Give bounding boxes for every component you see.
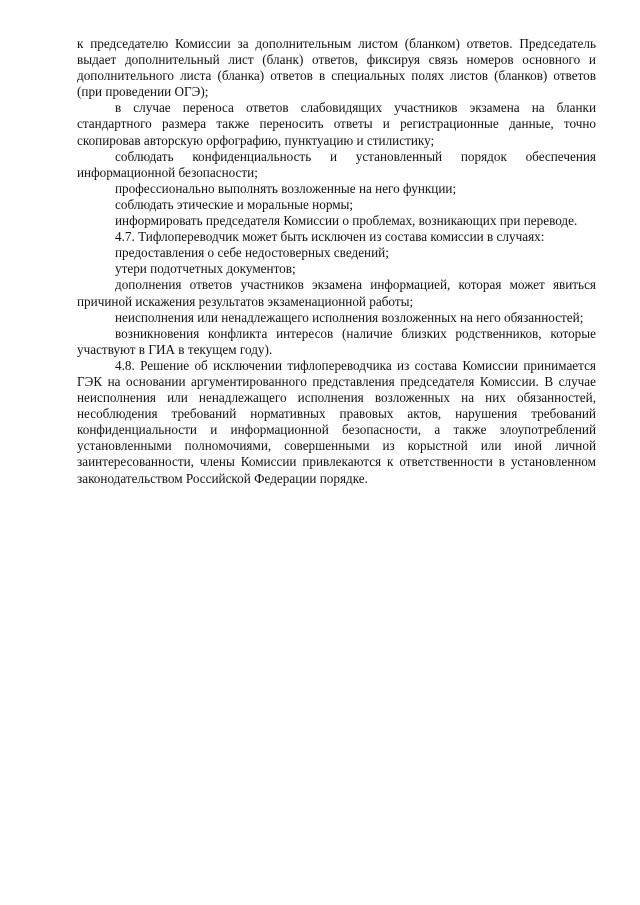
section-4-7-heading: 4.7. Тифлопереводчик может быть исключен из состава комиссии в случаях: <box>115 229 545 245</box>
list-item-answer-additions: дополнения ответов участников экзамена информацией, которая может явиться причиной искажения результатов экзаменационной работы; <box>77 277 596 309</box>
paragraph-ethics: соблюдать этические и моральные нормы; <box>115 196 354 212</box>
document-page <box>77 36 596 487</box>
paragraph-professional-duties: профессионально выполнять возложенные на него функции; <box>115 180 457 196</box>
paragraph-confidentiality: соблюдать конфиденциальность и установленный порядок обеспечения информационной безопасности; <box>77 148 596 180</box>
paragraph-inform-chair: информировать председателя Комиссии о проблемах, возникающих при переводе. <box>115 213 578 229</box>
list-item-lost-documents: утери подотчетных документов; <box>115 261 296 277</box>
list-item-conflict-of-interest: возникновения конфликта интересов (наличие близких родственников, которые участвуют в ГИА в текущем году). <box>77 325 596 357</box>
list-item-non-fulfillment: неисполнения или ненадлежащего исполнения возложенных на него обязанностей; <box>115 309 584 325</box>
paragraph-transfer-answers: в случае переноса ответов слабовидящих участников экзамена на бланки стандартного размера также переносить ответы и регистрационные данные, точно скопировав авторскую орфографию, пунктуацию и стилистику; <box>77 100 596 148</box>
paragraph-request-additional-sheet: к председателю Комиссии за дополнительным листом (бланком) ответов. Председатель выдает дополнительный лист (бланк) ответов, фиксируя связь номеров основного и дополнительного листа (бланка) ответов в специальных полях листов (бланков) ответов (при проведении ОГЭ); <box>77 36 596 100</box>
section-4-8-paragraph: 4.8. Решение об исключении тифлопереводчика из состава Комиссии принимается ГЭК на основании аргументированного представления председателя Комиссии. В случае неисполнения или ненадлежащего исполнения возложенных на них обязанностей, несоблюдения требований нормативных правовых актов, нарушения требований конфиденциальности и информационной безопасности, а также злоупотреблений установленными полномочиями, совершенными из корыстной или иной личной заинтересованности, члены Комиссии привлекаются к ответственности в установленном законодательством Российской Федерации порядке. <box>77 357 596 486</box>
list-item-false-info: предоставления о себе недостоверных сведений; <box>115 245 389 261</box>
